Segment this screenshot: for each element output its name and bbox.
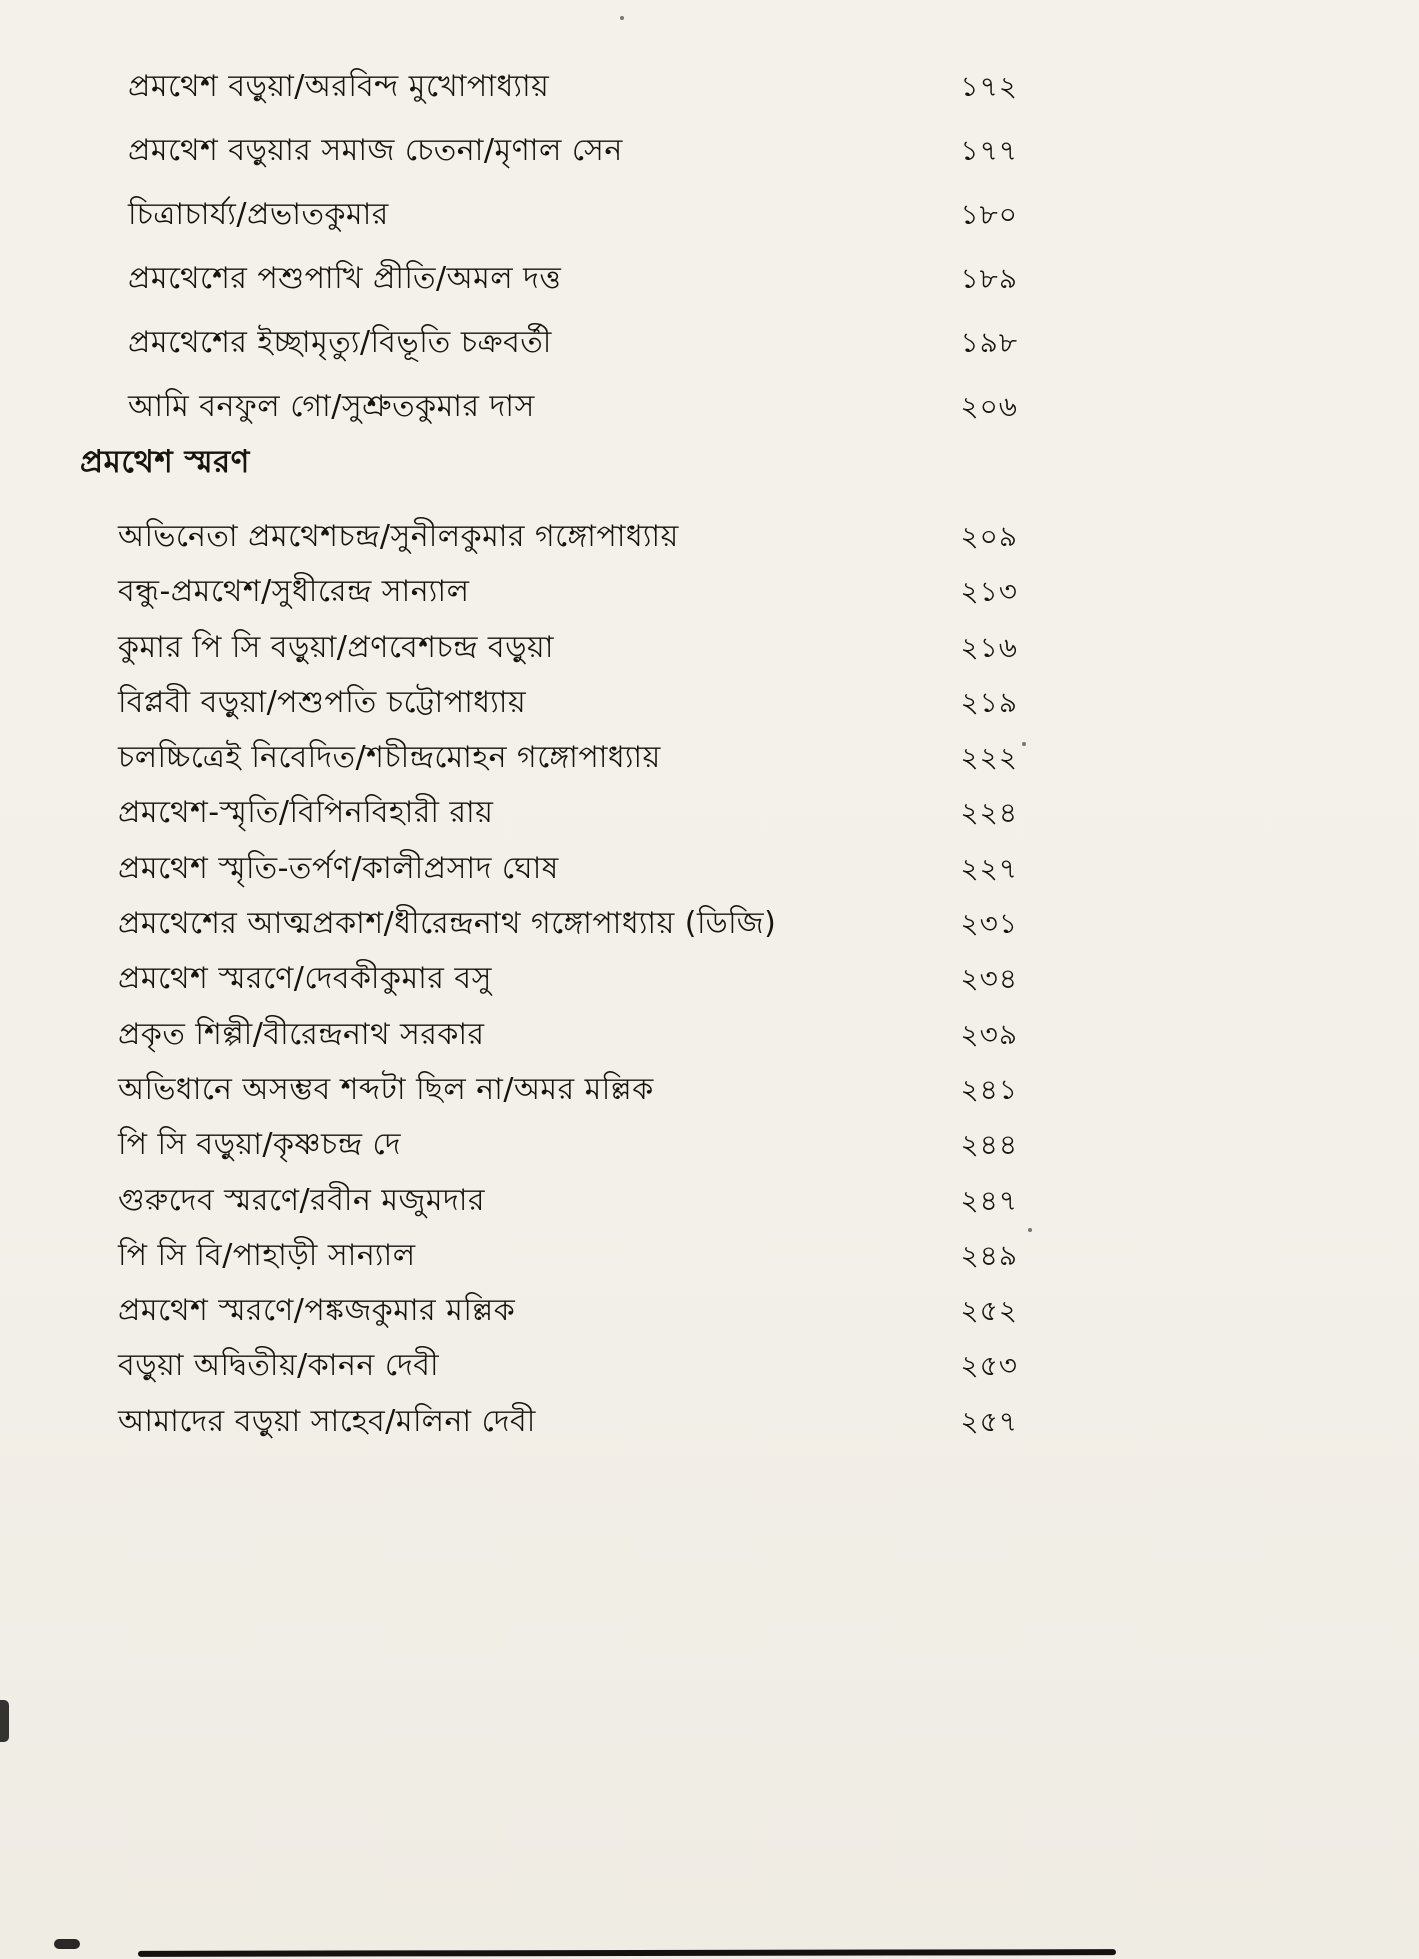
toc-entry-page-number: ২৪৪ (960, 1128, 1018, 1162)
toc-entry-page-number: ২৪১ (960, 1072, 1018, 1106)
toc-entry-title: প্রমথেশ স্মরণে/দেবকীকুমার বসু (118, 961, 492, 997)
toc-entry-title: কুমার পি সি বড়ুয়া/প্রণবেশচন্দ্র বড়ুয়া (118, 629, 554, 665)
toc-entry-title: প্রমথেশ স্মরণে/পঙ্কজকুমার মল্লিক (118, 1293, 516, 1329)
toc-entry (118, 1176, 1018, 1231)
toc-entry-title: বন্ধু-প্রমথেশ/সুধীরেন্দ্র সান্যাল (118, 574, 470, 610)
toc-entry (118, 1286, 1018, 1341)
toc-entry-title: প্রমথেশের পশুপাখি প্রীতি/অমল দত্ত (128, 261, 562, 296)
toc-entry (128, 382, 1018, 446)
toc-entry-title: গুরুদেব স্মরণে/রবীন মজুমদার (118, 1182, 486, 1218)
toc-entry-title: আমি বনফুল গো/সুশ্রুতকুমার দাস (128, 389, 535, 424)
toc-entry-title: প্রমথেশের আত্মপ্রকাশ/ধীরেন্দ্রনাথ গঙ্গোপাধ্যায় (ডিজি) (118, 906, 777, 942)
toc-entry-title: বিপ্লবী বড়ুয়া/পশুপতি চট্টোপাধ্যায় (118, 684, 527, 720)
toc-entry (118, 623, 1018, 678)
toc-entry (118, 1397, 1018, 1452)
toc-entry-page-number: ২৩৯ (960, 1017, 1018, 1051)
toc-entry (128, 190, 1018, 254)
toc-entry (118, 733, 1018, 788)
toc-entry (118, 512, 1018, 567)
toc-entry-page-number: ১৯৮ (960, 326, 1018, 359)
toc-entry-page-number: ১৭৭ (960, 134, 1018, 167)
toc-entry-title: প্রকৃত শিল্পী/বীরেন্দ্রনাথ সরকার (118, 1016, 485, 1052)
toc-entry-title: প্রমথেশ স্মৃতি-তর্পণ/কালীপ্রসাদ ঘোষ (118, 850, 559, 886)
toc-entry-title: বড়ুয়া অদ্বিতীয়/কানন দেবী (118, 1348, 440, 1384)
toc-entry (118, 899, 1018, 954)
toc-entry (118, 678, 1018, 733)
toc-entry-page-number: ২৪৭ (960, 1183, 1018, 1217)
scan-artifact-speck (620, 16, 624, 20)
toc-entry-page-number: ২২৭ (960, 851, 1018, 885)
toc-entry-page-number: ১৮৯ (960, 262, 1018, 295)
toc-entry (118, 1120, 1018, 1175)
toc-entry-title: প্রমথেশ-স্মৃতি/বিপিনবিহারী রায় (118, 795, 494, 831)
toc-entry-page-number: ২৫৩ (960, 1349, 1018, 1383)
toc-entry (118, 788, 1018, 843)
toc-entry (118, 1010, 1018, 1065)
toc-entry-page-number: ২৫৭ (960, 1404, 1018, 1438)
toc-entry-page-number: ২১৯ (960, 685, 1018, 719)
toc-entry (118, 844, 1018, 899)
scan-artifact-bottom-line (138, 1949, 1116, 1957)
toc-entry-title: অভিধানে অসম্ভব শব্দটা ছিল না/অমর মল্লিক (118, 1071, 654, 1107)
toc-list-first (128, 62, 1018, 446)
toc-entry-page-number: ১৭২ (960, 70, 1018, 103)
scan-artifact-speck (1022, 742, 1026, 746)
toc-entry-page-number: ২১৩ (960, 575, 1018, 609)
scan-artifact-speck (1028, 1228, 1032, 1232)
toc-entry-title: প্রমথেশ বড়ুয়ার সমাজ চেতনা/মৃণাল সেন (128, 133, 623, 168)
toc-entry (118, 1065, 1018, 1120)
toc-entry (128, 62, 1018, 126)
toc-entry-page-number: ২৩১ (960, 907, 1018, 941)
toc-entry-page-number: ২৩৪ (960, 962, 1018, 996)
toc-entry-title: প্রমথেশের ইচ্ছামৃত্যু/বিভূতি চক্রবর্তী (128, 325, 552, 360)
toc-entry-page-number: ২৪৯ (960, 1238, 1018, 1272)
toc-entry-title: অভিনেতা প্রমথেশচন্দ্র/সুনীলকুমার গঙ্গোপাধ্যায় (118, 519, 679, 554)
toc-entry-title: আমাদের বড়ুয়া সাহেব/মলিনা দেবী (118, 1403, 536, 1439)
toc-entry-title: প্রমথেশ বড়ুয়া/অরবিন্দ মুখোপাধ্যায় (128, 69, 550, 104)
toc-list-second (118, 512, 1018, 1452)
toc-entry-page-number: ২২২ (960, 741, 1018, 775)
toc-entry-title: পি সি বি/পাহাড়ী সান্যাল (118, 1237, 416, 1273)
toc-entry-page-number: ২০৯ (960, 520, 1018, 553)
toc-entry (128, 126, 1018, 190)
toc-entry-title: পি সি বড়ুয়া/কৃষ্ণচন্দ্র দে (118, 1127, 401, 1163)
toc-entry-page-number: ২০৬ (960, 390, 1018, 423)
toc-entry-page-number: ২২৪ (960, 796, 1018, 830)
toc-entry (118, 1231, 1018, 1286)
scan-artifact-left-edge-mark (0, 1700, 9, 1742)
toc-entry-page-number: ১৮০ (960, 198, 1018, 231)
toc-entry (118, 567, 1018, 622)
toc-entry (128, 318, 1018, 382)
toc-entry-title: চিত্রাচার্য্য/প্রভাতকুমার (128, 197, 389, 232)
toc-entry-title: চলচ্চিত্রেই নিবেদিত/শচীন্দ্রমোহন গঙ্গোপাধ্যায় (118, 740, 661, 776)
toc-entry (128, 254, 1018, 318)
toc-entry-page-number: ২১৬ (960, 630, 1018, 664)
section-heading: প্রমথেশ স্মরণ (80, 444, 250, 480)
toc-entry (118, 1341, 1018, 1396)
toc-entry (118, 954, 1018, 1009)
toc-entry-page-number: ২৫২ (960, 1294, 1018, 1328)
scan-artifact-bottom-left-mark (54, 1939, 80, 1949)
